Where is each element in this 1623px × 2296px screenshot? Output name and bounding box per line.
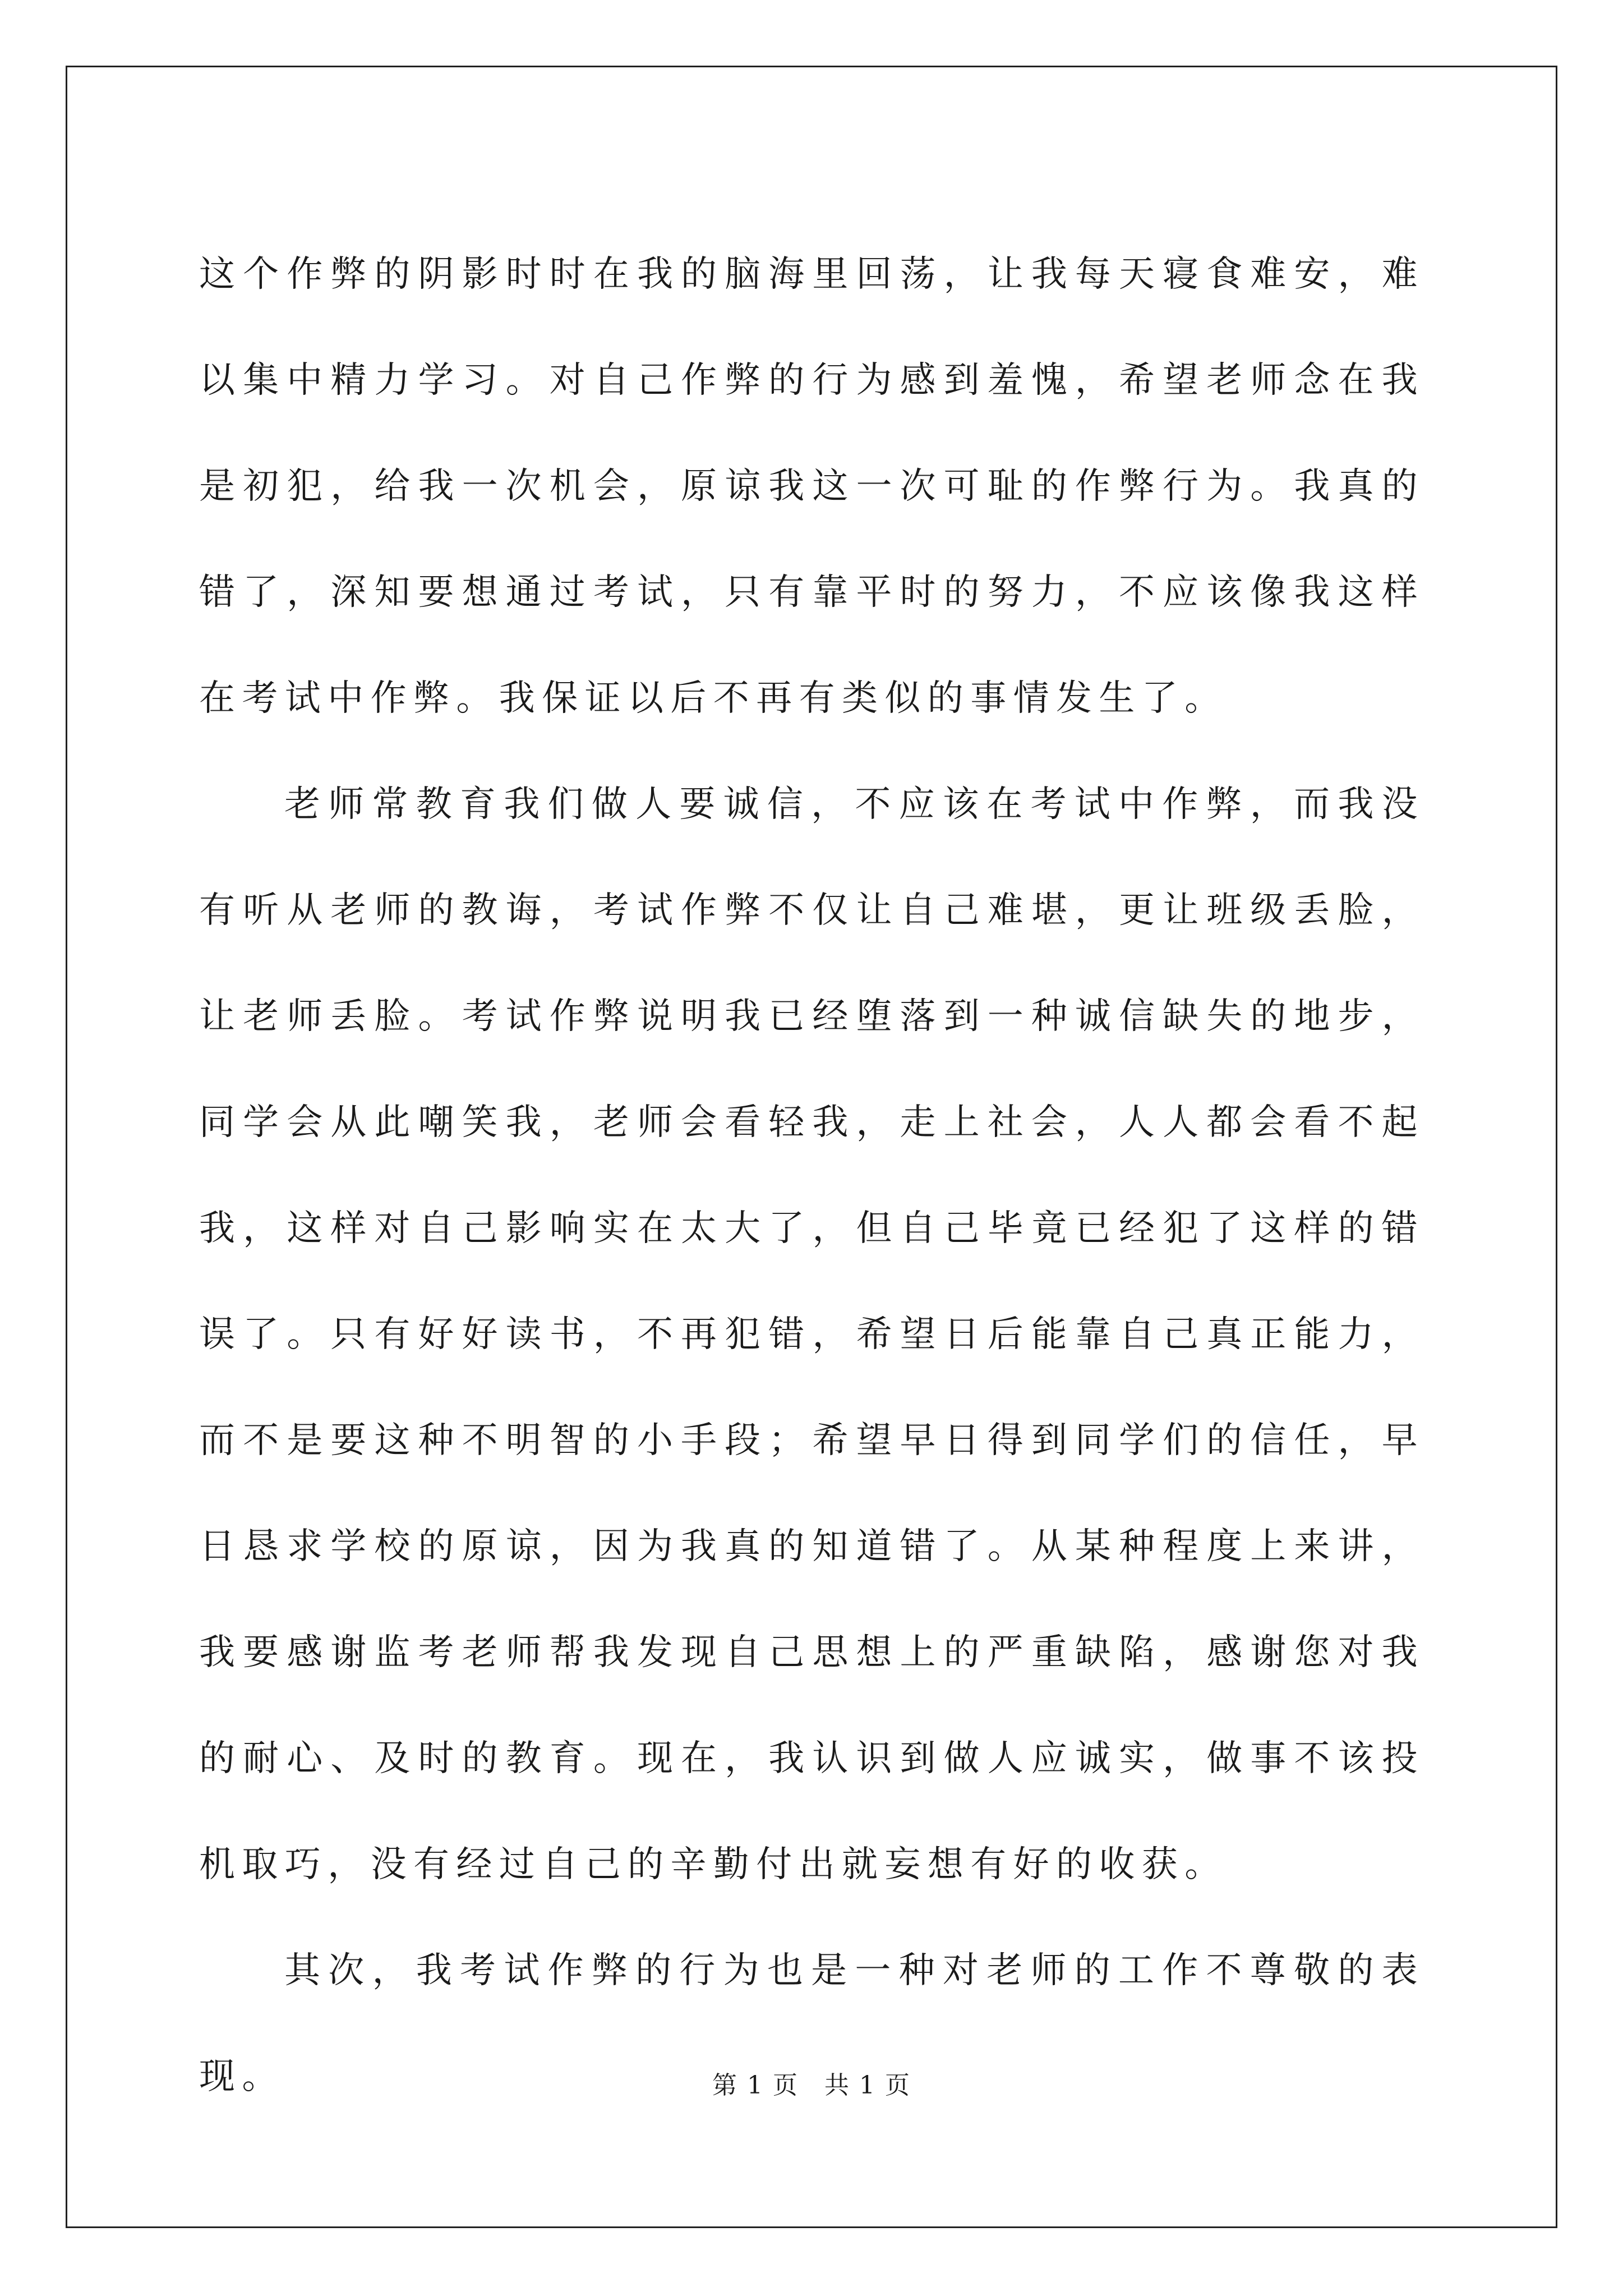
document-body — [199, 222, 1424, 2130]
paragraph-1: 这个作弊的阴影时时在我的脑海里回荡，让我每天寝食难安，难以集中精力学习。对自己作弊的行为感到羞愧，希望老师念在我是初犯，给我一次机会，原谅我这一次可耻的作弊行为。我真的错了，深知要想通过考试，只有靠平时的努力，不应该像我这样在考试中作弊。我保证以后不再有类似的事情发生了。 — [199, 254, 1424, 719]
paragraph-3: 其次，我考试作弊的行为也是一种对老师的工作不尊敬的表现。 — [199, 1950, 1424, 2097]
paragraph-2: 老师常教育我们做人要诚信，不应该在考试中作弊，而我没有听从老师的教诲，考试作弊不仅让自己难堪，更让班级丢脸，让老师丢脸。考试作弊说明我已经堕落到一种诚信缺失的地步，同学会从此嘲笑我，老师会看轻我，走上社会，人人都会看不起我，这样对自己影响实在太大了，但自己毕竟已经犯了这样的错误了。只有好好读书，不再犯错，希望日后能靠自己真正能力，而不是要这种不明智的小手段；希望早日得到同学们的信任，早日恳求学校的原谅，因为我真的知道错了。从某种程度上来讲，我要感谢监考老师帮我发现自己思想上的严重缺陷，感谢您对我的耐心、及时的教育。现在，我认识到做人应诚实，做事不该投机取巧，没有经过自己的辛勤付出就妄想有好的收获。 — [199, 784, 1424, 1885]
page-number: 第 1 页 共 1 页 — [712, 2071, 911, 2100]
